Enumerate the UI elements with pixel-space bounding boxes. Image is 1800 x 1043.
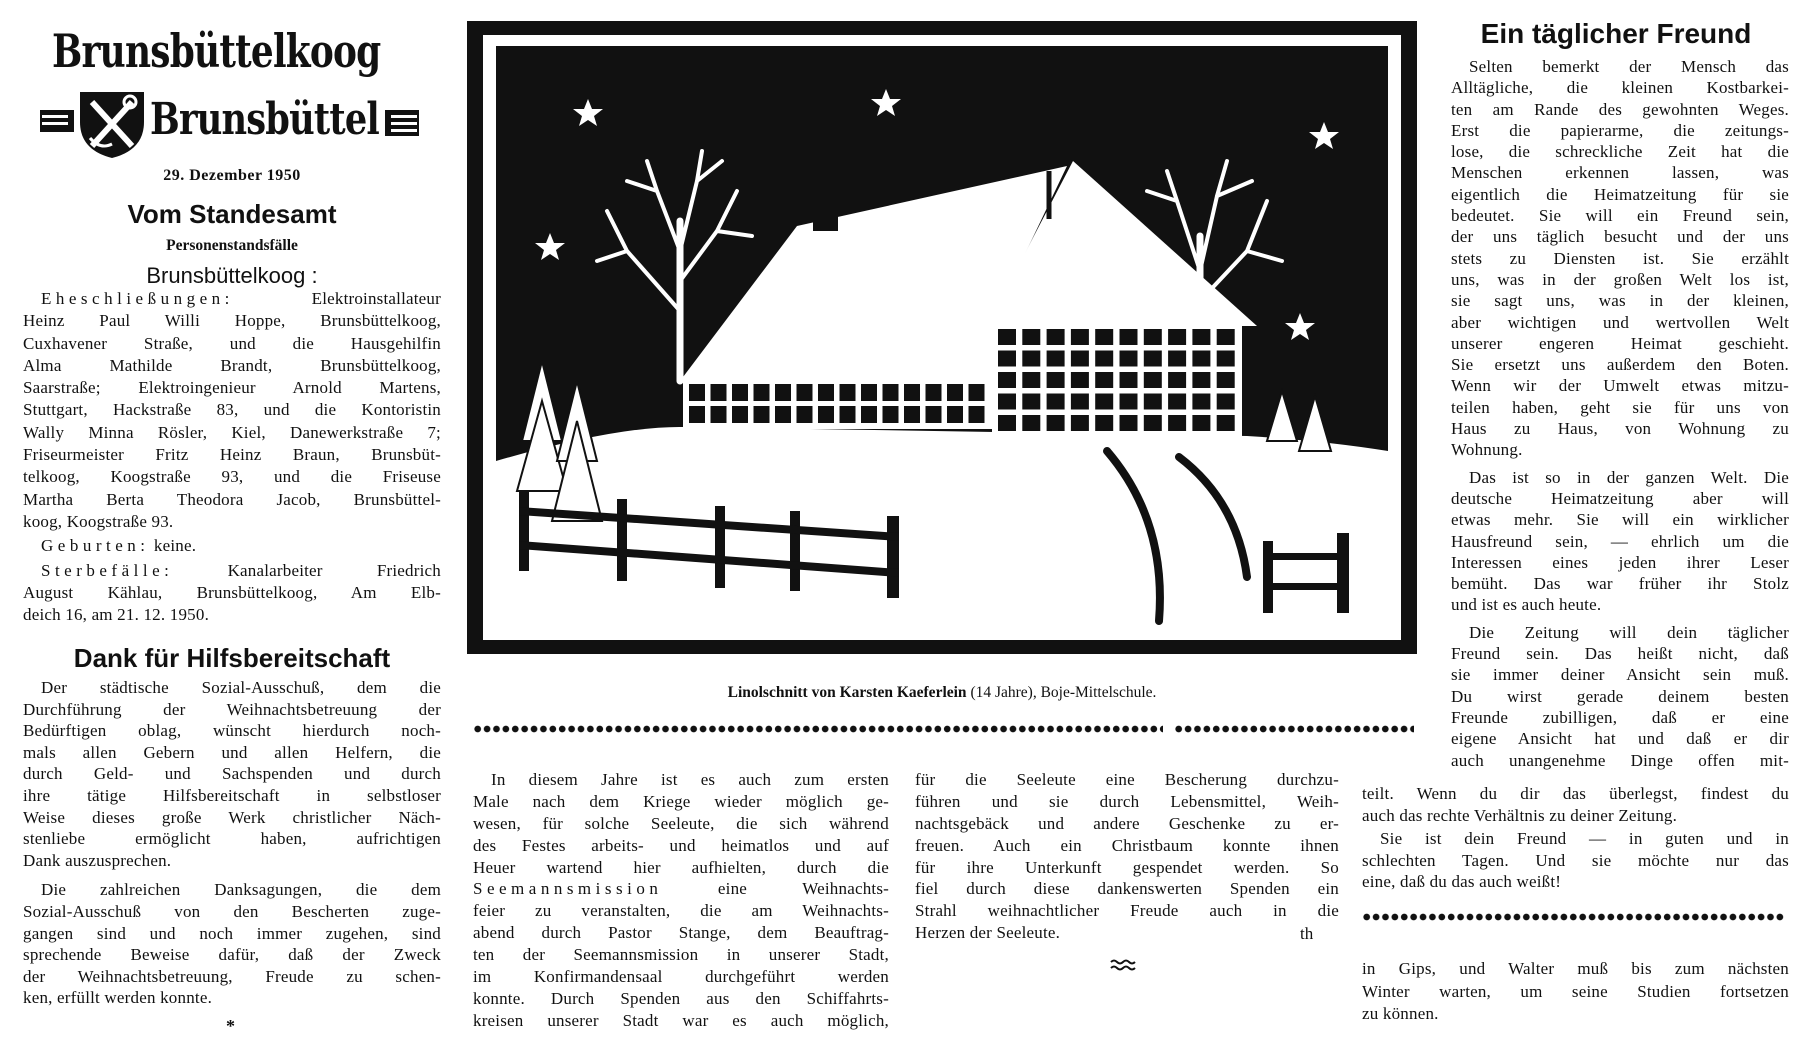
- window: [1047, 329, 1065, 345]
- window: [1022, 372, 1040, 388]
- window: [1217, 351, 1235, 367]
- window: [754, 384, 770, 401]
- text-line: wesen, für solche Seeleute, die sich während: [473, 813, 889, 833]
- text-line: zu können.: [1362, 1004, 1439, 1023]
- text-line: August Kählau, Brunsbüttelkoog, Am Elb-: [23, 582, 441, 602]
- window: [1022, 394, 1040, 410]
- text-line: Der städtische Sozial-Ausschuß, dem die: [41, 678, 441, 697]
- text-line: sie immer deiner Ansicht sein muß.: [1451, 665, 1789, 685]
- window: [969, 384, 985, 401]
- spaced-lead-term: Sterbefälle:: [41, 560, 174, 580]
- text-line: ten am Rande des gewohnten Weges.: [1451, 99, 1789, 119]
- text-line: auch das rechte Verhältnis zu deiner Zeitung.: [1362, 805, 1678, 825]
- dank-body: [23, 677, 441, 1017]
- coat-of-arms-icon: [40, 88, 152, 160]
- paragraph: [1451, 467, 1789, 616]
- paragraph: [23, 677, 441, 871]
- masthead-line-2: Brunsbüttel: [150, 94, 379, 145]
- window: [775, 406, 791, 423]
- text-line: Durchführung der Weihnachtsbetreuung der: [23, 699, 441, 719]
- paragraph: [1362, 958, 1789, 1026]
- diamond-rule-middle-b: [1174, 724, 1414, 734]
- text-line: Alltägliche, die kleinen Kostbarkei-: [1451, 78, 1789, 98]
- text-line: [23, 560, 441, 582]
- window: [1022, 329, 1040, 345]
- window: [1144, 372, 1162, 388]
- window: [1144, 394, 1162, 410]
- window: [1095, 351, 1113, 367]
- window: [1192, 329, 1210, 345]
- text-line: koog, Koogstraße 93.: [23, 511, 174, 531]
- diamond-rule-right: [1362, 912, 1784, 922]
- text-line: Die zahlreichen Danksagungen, die dem: [41, 880, 441, 900]
- paragraph: [23, 535, 441, 557]
- text-line: Freunde zubilligen, daß er eine: [1451, 707, 1789, 727]
- window: [1047, 351, 1065, 367]
- text-line: Cuxhavener Straße, und die Hausgehilfin: [23, 333, 441, 353]
- text-line: Dank auszusprechen.: [23, 850, 172, 870]
- window: [1120, 415, 1138, 431]
- text-line: unserer engeren Heimat geschieht.: [1451, 333, 1789, 353]
- window: [840, 384, 856, 401]
- window: [1217, 329, 1235, 345]
- text-line: in Gips, und Walter muß bis zum nächsten: [1362, 959, 1789, 978]
- paragraph: [1362, 828, 1789, 893]
- text-line: feier zu veranstalten, die am Weihnachts-: [473, 901, 889, 921]
- text-line: ken, erfüllt werden konnte.: [23, 988, 213, 1008]
- window: [1047, 372, 1065, 388]
- text-line: sie sagt uns, was in der kleinen,: [1451, 291, 1789, 311]
- window: [998, 394, 1016, 410]
- window: [775, 384, 791, 401]
- text-line: konnte. Durch Spenden aus den Schiffahrts-: [473, 988, 889, 1008]
- text-line: Bedürftigen oblag, wünscht hierdurch noch-: [23, 721, 441, 741]
- text-line: Interessen eines jeden ihrer Leser: [1451, 552, 1789, 572]
- text-line: Selten bemerkt der Mensch das: [1469, 57, 1789, 76]
- window: [1095, 394, 1113, 410]
- text-line: Freund sein. Das heißt nicht, daß: [1451, 644, 1789, 664]
- caption-artist: Linolschnitt von Karsten Kaeferlein: [727, 684, 967, 701]
- paragraph: [23, 560, 441, 627]
- text-line: Heuer wartend hier aufhielten, durch die: [473, 857, 889, 877]
- masthead-line-1: Brunsbüttelkoog: [52, 24, 381, 78]
- window: [1071, 394, 1089, 410]
- text-line: führen und sie durch Lebensmittel, Weih-: [915, 791, 1339, 811]
- window: [754, 406, 770, 423]
- text-line: Weise dieses große Werk christlicher Näch-: [23, 807, 441, 827]
- text-line: der Weihnachtsbetreuung, Freude zu schen-: [23, 966, 441, 986]
- paragraph: [915, 769, 1339, 944]
- text-line: ten der Seemannsmission in unserer Stadt,: [473, 945, 889, 965]
- text-line: Wally Minna Rösler, Kiel, Danewerkstraße 7;: [23, 422, 441, 442]
- text-line: stets zu Diensten ist. Sie erzählt: [1451, 248, 1789, 268]
- text-line: schlechten Tagen. Und sie möchte nur das: [1362, 850, 1789, 870]
- walter-continuation: [1362, 958, 1789, 1028]
- window: [1192, 415, 1210, 431]
- window: [711, 406, 727, 423]
- paragraph: [23, 288, 441, 533]
- text-line: Sozial-Ausschuß von den Bescherten zuge-: [23, 901, 441, 921]
- ornament-icon: [1110, 958, 1136, 972]
- paragraph: [1451, 622, 1789, 771]
- window: [732, 384, 748, 401]
- text-line: uns, was in der großen Welt los ist,: [1451, 269, 1789, 289]
- window: [861, 406, 877, 423]
- freund-body: [1451, 56, 1789, 777]
- window: [1071, 351, 1089, 367]
- artwork-caption: [467, 684, 1417, 702]
- text-line: [473, 878, 889, 900]
- text-line: Saarstraße; Elektroingenieur Arnold Martens,: [23, 378, 441, 398]
- text-line: Hausfreund sein, — ehrlich um die: [1451, 531, 1789, 551]
- text-line: freuen. Auch ein Christbaum konnte ihnen: [915, 835, 1339, 855]
- window: [947, 406, 963, 423]
- text-line: Erst die papierarme, die zeitungs-: [1451, 120, 1789, 140]
- text-line: Male nach dem Kriege wieder möglich ge-: [473, 791, 889, 811]
- window: [1192, 351, 1210, 367]
- window: [883, 406, 899, 423]
- diamond-rule-middle-a: [473, 724, 1163, 734]
- text-line: [23, 535, 196, 557]
- window: [1144, 329, 1162, 345]
- window: [1217, 394, 1235, 410]
- window: [1217, 372, 1235, 388]
- text-line: durch Geld- und Sachspenden und durch: [23, 764, 441, 784]
- text-line: teilt. Wenn du dir das überlegst, findest du: [1362, 784, 1789, 803]
- linocut-artwork: [467, 21, 1417, 654]
- text-line: etwas mehr. Sie will ein wirklicher: [1451, 510, 1789, 530]
- window: [1022, 415, 1040, 431]
- banner-end-icon: [385, 110, 419, 136]
- text-line: telkoog, Koogstraße 93, und die Friseuse: [23, 467, 441, 487]
- caption-details: (14 Jahre), Boje-Mittelschule.: [966, 684, 1157, 701]
- window: [689, 406, 705, 423]
- text-line: bemüht. Das war früher ihr Stolz: [1451, 574, 1789, 594]
- text-line: Haus zu Haus, von Wohnung zu: [1451, 419, 1789, 439]
- window: [818, 384, 834, 401]
- text-line: eigene Ansicht hat und daß er dir: [1451, 729, 1789, 749]
- text-line: lose, die schreckliche Zeit hat die: [1451, 142, 1789, 162]
- text-line: Stuttgart, Hackstraße 83, und die Kontoristin: [23, 400, 441, 420]
- text-line: auch unangenehme Dinge offen mit-: [1451, 750, 1789, 770]
- text-line: Wenn wir der Umwelt etwas mitzu-: [1451, 376, 1789, 396]
- window: [1047, 415, 1065, 431]
- dank-title: Dank für Hilfsbereitschaft: [73, 643, 391, 673]
- standesamt-subtitle: Personenstandsfälle: [166, 237, 298, 254]
- window: [1071, 415, 1089, 431]
- window: [904, 384, 920, 401]
- text-line: deutsche Heimatzeitung aber will: [1451, 488, 1789, 508]
- text-line: Wohnung.: [1451, 440, 1523, 460]
- window: [998, 415, 1016, 431]
- spaced-lead-term: Geburten:: [41, 536, 150, 556]
- text-line: Du wirst gerade deinem besten: [1451, 686, 1789, 706]
- window: [1071, 329, 1089, 345]
- window: [1192, 372, 1210, 388]
- text-line: Winter warten, um seine Studien fortsetzen: [1362, 981, 1789, 1001]
- text-line: des Festes arbeits- und heimatlos und auf: [473, 835, 889, 855]
- text-line: stenliebe ermöglicht haben, aufrichtigen: [23, 829, 441, 849]
- text-line: nachtsgebäck und andere Geschenke zu er-: [915, 813, 1339, 833]
- window: [1120, 329, 1138, 345]
- window: [998, 351, 1016, 367]
- window: [1047, 394, 1065, 410]
- text-line: Herzen der Seeleute.: [915, 923, 1061, 943]
- window: [904, 406, 920, 423]
- window: [1095, 415, 1113, 431]
- seeleute-column-2: [915, 769, 1339, 946]
- window: [1120, 351, 1138, 367]
- text-line: mals allen Gebern und allen Helfern, die: [23, 742, 441, 762]
- text-line: fiel durch diese dankenswerten Spenden ein: [915, 879, 1339, 899]
- window: [1120, 372, 1138, 388]
- text-line: für ihre Unterkunft gespendet werden. So: [915, 857, 1339, 877]
- masthead: [40, 22, 410, 152]
- standesamt-place: Brunsbüttelkoog :: [146, 263, 318, 288]
- text-line: der uns täglich besucht und der uns: [1451, 227, 1789, 247]
- text-line: eigentlich die Heimatzeitung für sie: [1451, 184, 1789, 204]
- window: [1144, 415, 1162, 431]
- line-text: Elektroinstallateur: [233, 289, 441, 308]
- window: [797, 384, 813, 401]
- freund-body-wide: [1362, 783, 1789, 895]
- text-line: sprechende Beweise dafür, daß der Zweck: [23, 945, 441, 965]
- text-line: In diesem Jahre ist es auch zum ersten: [491, 770, 889, 789]
- window: [797, 406, 813, 423]
- text-line: und ist es auch heute.: [1451, 595, 1602, 615]
- text-line: Martha Berta Theodora Jacob, Brunsbüttel-: [23, 489, 441, 509]
- section-separator: *: [226, 1016, 235, 1036]
- window: [998, 329, 1016, 345]
- text-line: Das ist so in der ganzen Welt. Die: [1469, 467, 1789, 487]
- window: [947, 384, 963, 401]
- seeleute-column-1: [473, 769, 889, 1034]
- snow-field: [496, 427, 1388, 629]
- window: [689, 384, 705, 401]
- window: [1022, 351, 1040, 367]
- spaced-lead-term: Seemannsmission: [473, 879, 663, 899]
- text-line: Heinz Paul Willi Hoppe, Brunsbüttelkoog,: [23, 311, 441, 331]
- text-line: gangen sind und noch immer zugehen, sind: [23, 923, 441, 943]
- text-line: kreisen unserer Stadt war es auch möglich,: [473, 1010, 889, 1030]
- text-line: aber wichtigen und wertvollen Welt: [1451, 312, 1789, 332]
- paragraph: [1362, 783, 1789, 826]
- text-line: Sie ist dein Freund — in guten und in: [1380, 829, 1789, 849]
- window: [883, 384, 899, 401]
- window: [711, 384, 727, 401]
- window: [998, 372, 1016, 388]
- text-line: Menschen erkennen lassen, was: [1451, 163, 1789, 183]
- window: [1168, 415, 1186, 431]
- freund-title: Ein täglicher Freund: [1480, 18, 1752, 49]
- window: [1168, 329, 1186, 345]
- text-line: [23, 288, 441, 310]
- window: [861, 384, 877, 401]
- window: [926, 384, 942, 401]
- text-line: bedeutet. Sie will ein Freund sein,: [1451, 206, 1789, 226]
- window: [1120, 394, 1138, 410]
- window: [1144, 351, 1162, 367]
- window: [1095, 372, 1113, 388]
- window: [1192, 394, 1210, 410]
- window: [926, 406, 942, 423]
- text-line: Alma Mathilde Brandt, Brunsbüttelkoog,: [23, 355, 441, 375]
- text-line: Die Zeitung will dein täglicher: [1469, 622, 1789, 642]
- window: [969, 406, 985, 423]
- paragraph: [1451, 56, 1789, 461]
- text-line: für die Seeleute eine Bescherung durchzu-: [915, 770, 1339, 789]
- paragraph: [23, 879, 441, 1009]
- text-line: ihre tätige Hilfsbereitschaft in selbstloser: [23, 785, 441, 805]
- text-line: Friseurmeister Fritz Heinz Braun, Brunsbüt-: [23, 445, 441, 465]
- window: [818, 406, 834, 423]
- issue-date: 29. Dezember 1950: [163, 167, 301, 184]
- text-line: teilen haben, geht sie für uns von: [1451, 397, 1789, 417]
- window: [1168, 394, 1186, 410]
- text-line: deich 16, am 21. 12. 1950.: [23, 605, 210, 625]
- standesamt-body: [23, 288, 441, 628]
- window: [1168, 372, 1186, 388]
- window: [1217, 415, 1235, 431]
- author-initials: th: [1300, 924, 1314, 943]
- window: [840, 406, 856, 423]
- standesamt-title: Vom Standesamt: [127, 199, 337, 229]
- window: [1071, 372, 1089, 388]
- paragraph: [473, 769, 889, 1032]
- window: [1168, 351, 1186, 367]
- line-text: eine Weihnachts-: [662, 879, 889, 899]
- spaced-lead-term: Eheschließungen:: [41, 289, 234, 308]
- text-line: abend durch Pastor Stange, dem Beauftrag-: [473, 923, 889, 943]
- text-line: eine, daß du das auch weißt!: [1362, 872, 1562, 892]
- text-line: Strahl weihnachtlicher Freude auch in die: [915, 901, 1339, 921]
- window: [732, 406, 748, 423]
- text-line: Sie ersetzt uns außerdem den Boten.: [1451, 355, 1789, 375]
- line-text: keine.: [149, 536, 197, 556]
- line-text: Kanalarbeiter Friedrich: [173, 560, 441, 580]
- window: [1095, 329, 1113, 345]
- text-line: im Konfirmandensaal durchgeführt werden: [473, 967, 889, 987]
- chimney: [813, 206, 838, 231]
